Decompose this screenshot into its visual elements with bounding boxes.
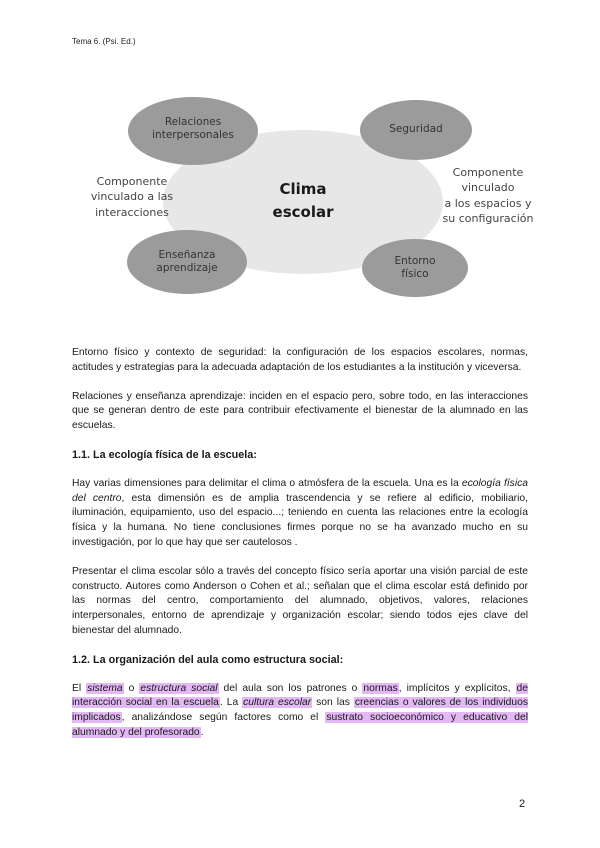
section-heading-ecologia: 1.1. La ecología física de la escuela: [72,448,257,461]
highlight-cultura-escolar: cultura escolar [243,697,312,709]
node-bottom-right-label: Entorno físico [394,255,436,281]
paragraph-clima-escolar: Presentar el clima escolar sólo a través del concepto físico sería aportar una visión parcial de este constructo. Autores como Anderson o Cohen et al.; señalan que el clima escolar está definido por las normas del centro, comportamiento del alumnado, objetivos, valores, relaciones interpersonales, entorno de aprendizaje y organización escolar; siendo todos ejes clave del bienestar del alumnado. [72,565,528,636]
highlight-estructura-social: estructura social [140,682,218,694]
clima-escolar-diagram [0,0,600,330]
center-label: Clima escolar [272,180,334,222]
paragraph-estructura-social: El sistema o estructura social del aula son los patrones o normas, implícitos y explícitos, de interacción social en la escuela. La cultura escolar son las creencias o valores de los individuos implicados, analizándose según factores como el sustrato socioeconómico y educativo del alumnado y del profesorado. [72,682,528,738]
left-component-label: Componente vinculado a las interacciones [90,175,174,219]
right-component-label: Componente vinculado a los espacios y su configuración [442,166,534,226]
node-top-left-label: Relaciones interpersonales [152,116,234,142]
node-top-right-label: Seguridad [389,123,443,135]
paragraph-relaciones: Relaciones y enseñanza aprendizaje: inciden en el espacio pero, sobre todo, en las interacciones que se generan dentro de este para contribuir efectivamente el bienestar de la alumnado en las escuelas. [72,390,528,432]
highlight-creencias: creencias o valores de los individuos implicados [72,697,528,724]
section-heading-organizacion: 1.2. La organización del aula como estructura social: [72,653,344,666]
page-number: 2 [519,798,526,810]
paragraph-entorno-fisico: Entorno físico y contexto de seguridad: la configuración de los espacios escolares, normas, actitudes y estrategias para la adecuada adaptación de los estudiantes a la institución y viceversa. [72,347,528,373]
node-bottom-left-label: Enseñanza aprendizaje [156,249,218,275]
document-body [72,346,528,755]
emphasis-ecologia: ecología física del centro [72,477,528,504]
page-header: Tema 6. (Psi. Ed.) [72,37,136,46]
highlight-normas: normas [363,682,398,694]
paragraph-dimensiones: Hay varias dimensiones para delimitar el clima o atmósfera de la escuela. Una es la ecología física del centro, esta dimensión es de amplia trascendencia y se refiere al edificio, mobiliario, iluminación, equipamiento, uso del espacio...; teniendo en cuenta las relaciones entre la ecología física y la humana. No tiene conclusiones firmes porque no se ha avanzado mucho en su investigación, por lo que hay que ser cautelosos . [72,477,528,548]
highlight-interaccion: de interacción social en la escuela [72,682,528,709]
highlight-sustrato: sustrato socioeconómico y educativo del alumnado y del profesorado [72,712,528,738]
highlight-sistema: sistema [87,682,123,694]
